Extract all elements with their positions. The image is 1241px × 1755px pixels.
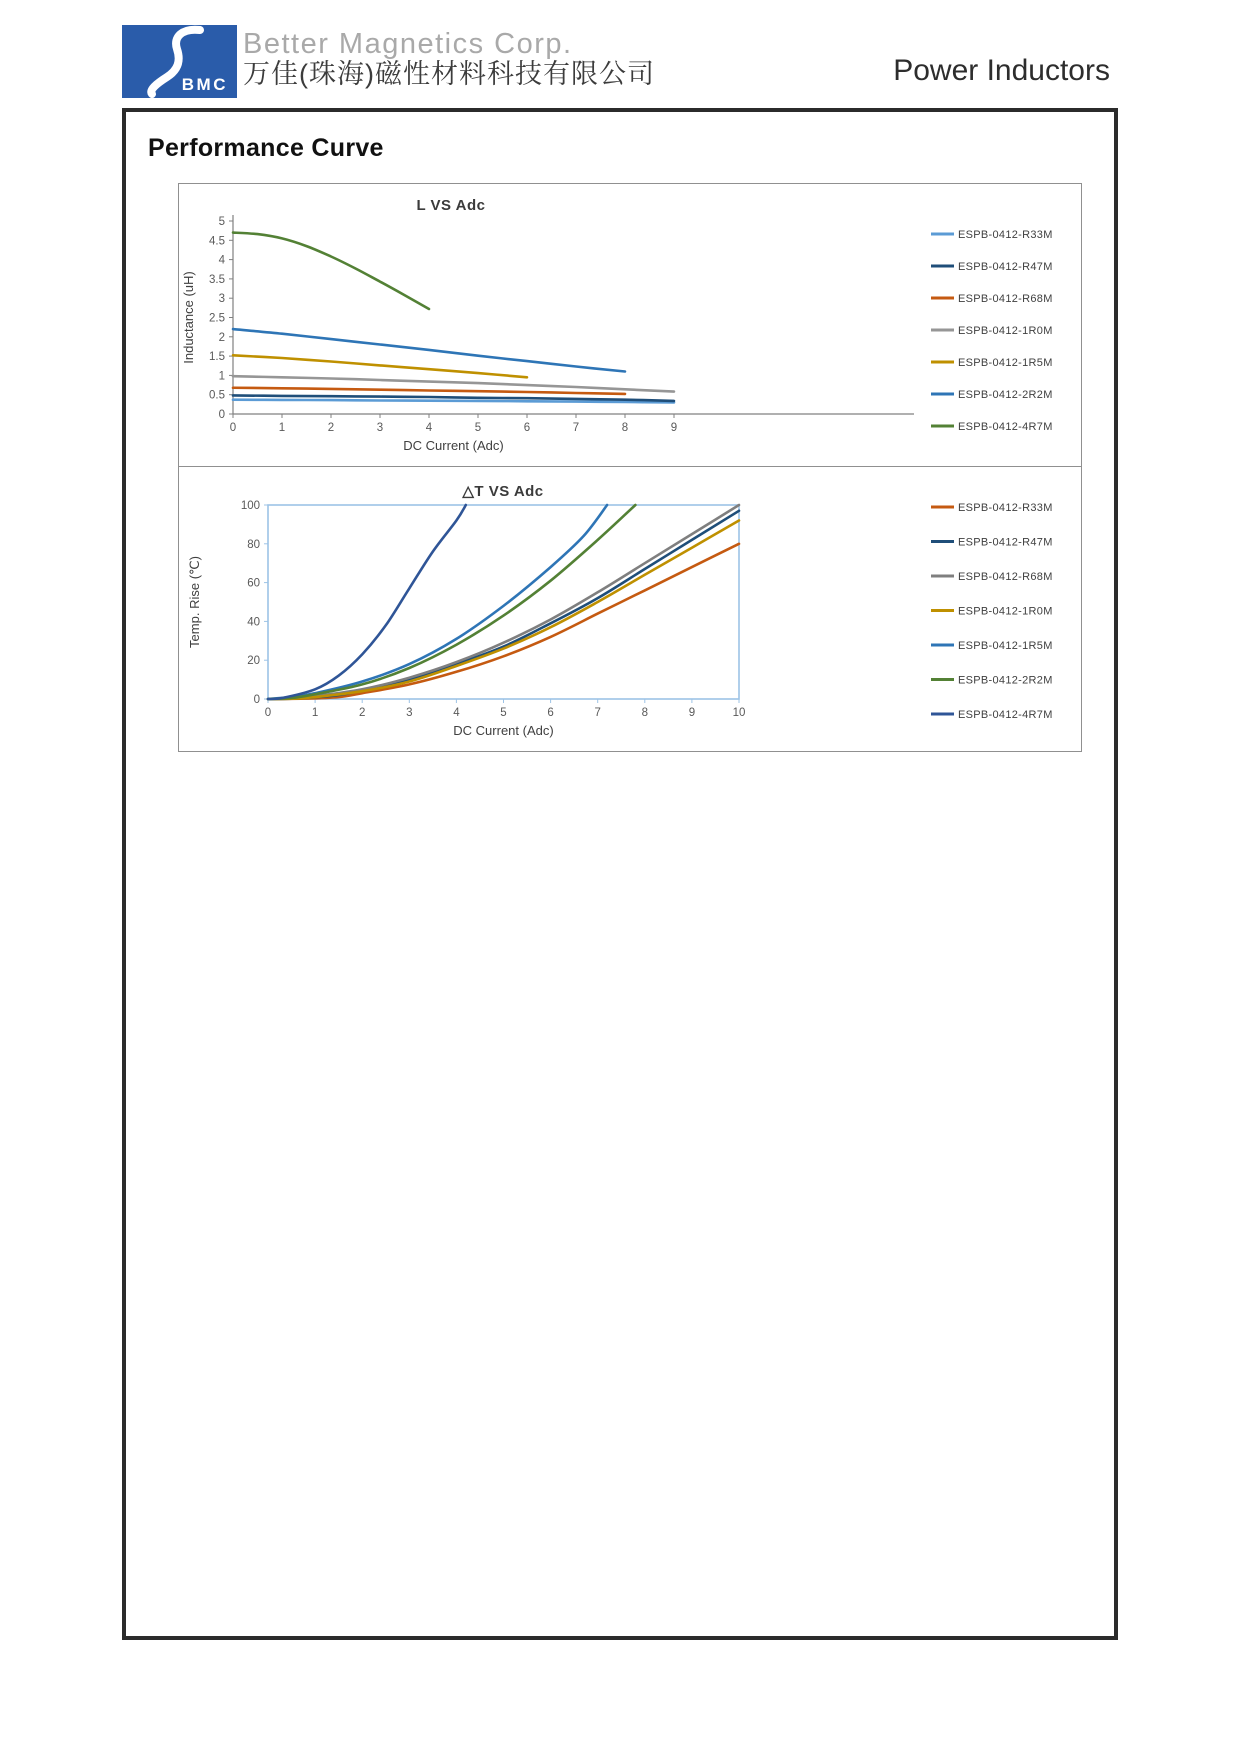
x-tick-label: 7 [594,707,601,719]
company-name-cn: 万佳(珠海)磁性材料科技有限公司 [243,59,655,89]
x-tick-label: 5 [474,422,482,434]
y-axis-title: Temp. Rise (℃) [187,556,202,648]
legend-marker [931,393,954,396]
legend-marker [931,575,954,578]
legend-marker [931,713,954,716]
charts-container [178,183,1082,752]
legend-label: ESPB-0412-1R5M [958,640,1053,652]
section-title: Performance Curve [148,134,384,162]
legend-label: ESPB-0412-2R2M [958,389,1053,401]
legend-marker [931,233,954,236]
chart-title: L VS Adc [416,197,486,214]
y-tick-label: 0.5 [209,389,225,402]
y-axis-title: Inductance (uH) [181,271,196,364]
x-tick-label: 2 [358,707,366,719]
x-tick-label: 10 [732,707,746,719]
x-tick-label: 0 [264,707,272,719]
series-line-ESPB-0412-R68M [268,505,739,699]
legend-marker [931,678,954,681]
x-axis-title: DC Current (Adc) [403,438,504,453]
legend-label: ESPB-0412-1R5M [958,357,1053,369]
company-logo [122,25,237,98]
legend-label: ESPB-0412-2R2M [958,674,1053,687]
legend-label: ESPB-0412-1R0M [958,605,1053,618]
legend-label: ESPB-0412-R68M [958,571,1053,583]
chart-t-vs-adc [179,466,1081,752]
legend-label: ESPB-0412-R68M [958,293,1053,305]
chart-canvas [179,467,1081,752]
x-tick-label: 8 [641,707,649,719]
x-tick-label: 2 [327,422,335,434]
y-tick-label: 2.5 [209,312,225,325]
y-tick-label: 2 [218,331,225,344]
x-tick-label: 9 [688,707,696,719]
x-tick-label: 1 [311,707,319,719]
x-tick-label: 9 [670,422,678,434]
legend-label: ESPB-0412-1R0M [958,325,1053,337]
y-tick-label: 0 [218,409,225,421]
legend-label: ESPB-0412-R47M [958,261,1053,273]
x-tick-label: 4 [453,707,460,719]
legend-label: ESPB-0412-4R7M [958,709,1053,721]
x-tick-label: 0 [229,422,237,434]
x-tick-label: 8 [621,422,629,434]
x-axis-title: DC Current (Adc) [453,723,554,738]
company-name-en: Better Magnetics Corp. [243,28,573,60]
y-tick-label: 80 [247,538,260,551]
legend-label: ESPB-0412-4R7M [958,421,1053,433]
chart-title: △T VS Adc [462,483,544,500]
legend-marker [931,540,954,543]
legend-marker [931,506,954,509]
x-tick-label: 6 [547,707,554,719]
legend-marker [931,361,954,364]
legend-label: ESPB-0412-R33M [958,502,1053,514]
legend-marker [931,644,954,647]
y-tick-label: 3.5 [209,273,225,286]
legend-marker [931,609,954,612]
series-line-ESPB-0412-4R7M [233,233,429,309]
x-tick-label: 3 [376,422,384,434]
y-tick-label: 4.5 [209,235,225,248]
x-tick-label: 1 [278,422,286,434]
legend-marker [931,425,954,428]
y-tick-label: 40 [247,616,260,629]
chart-l-vs-adc [179,184,1081,466]
x-tick-label: 7 [572,422,580,434]
y-tick-label: 1 [218,370,225,383]
legend-marker [931,265,954,268]
y-tick-label: 60 [247,577,260,590]
y-tick-label: 1.5 [209,351,225,364]
y-tick-label: 5 [218,216,225,228]
y-tick-label: 3 [218,293,225,306]
legend-label: ESPB-0412-R47M [958,536,1053,549]
series-line-ESPB-0412-2R2M [233,329,625,371]
logo-text: BMC [181,75,228,94]
y-tick-label: 100 [240,500,260,512]
series-line-ESPB-0412-1R5M [233,355,527,377]
chart-canvas [179,184,1081,466]
plot-border [268,505,739,699]
legend-label: ESPB-0412-R33M [958,229,1053,241]
legend-marker [931,297,954,300]
legend-marker [931,329,954,332]
x-tick-label: 5 [500,707,507,719]
x-tick-label: 3 [406,707,413,719]
x-tick-label: 4 [425,422,433,434]
y-tick-label: 4 [218,254,225,267]
series-line-ESPB-0412-R68M [233,388,625,394]
x-tick-label: 6 [523,422,531,434]
page-category-title: Power Inductors [893,54,1110,87]
y-tick-label: 20 [247,655,260,668]
y-tick-label: 0 [253,694,260,706]
content-border-box [122,108,1118,1640]
